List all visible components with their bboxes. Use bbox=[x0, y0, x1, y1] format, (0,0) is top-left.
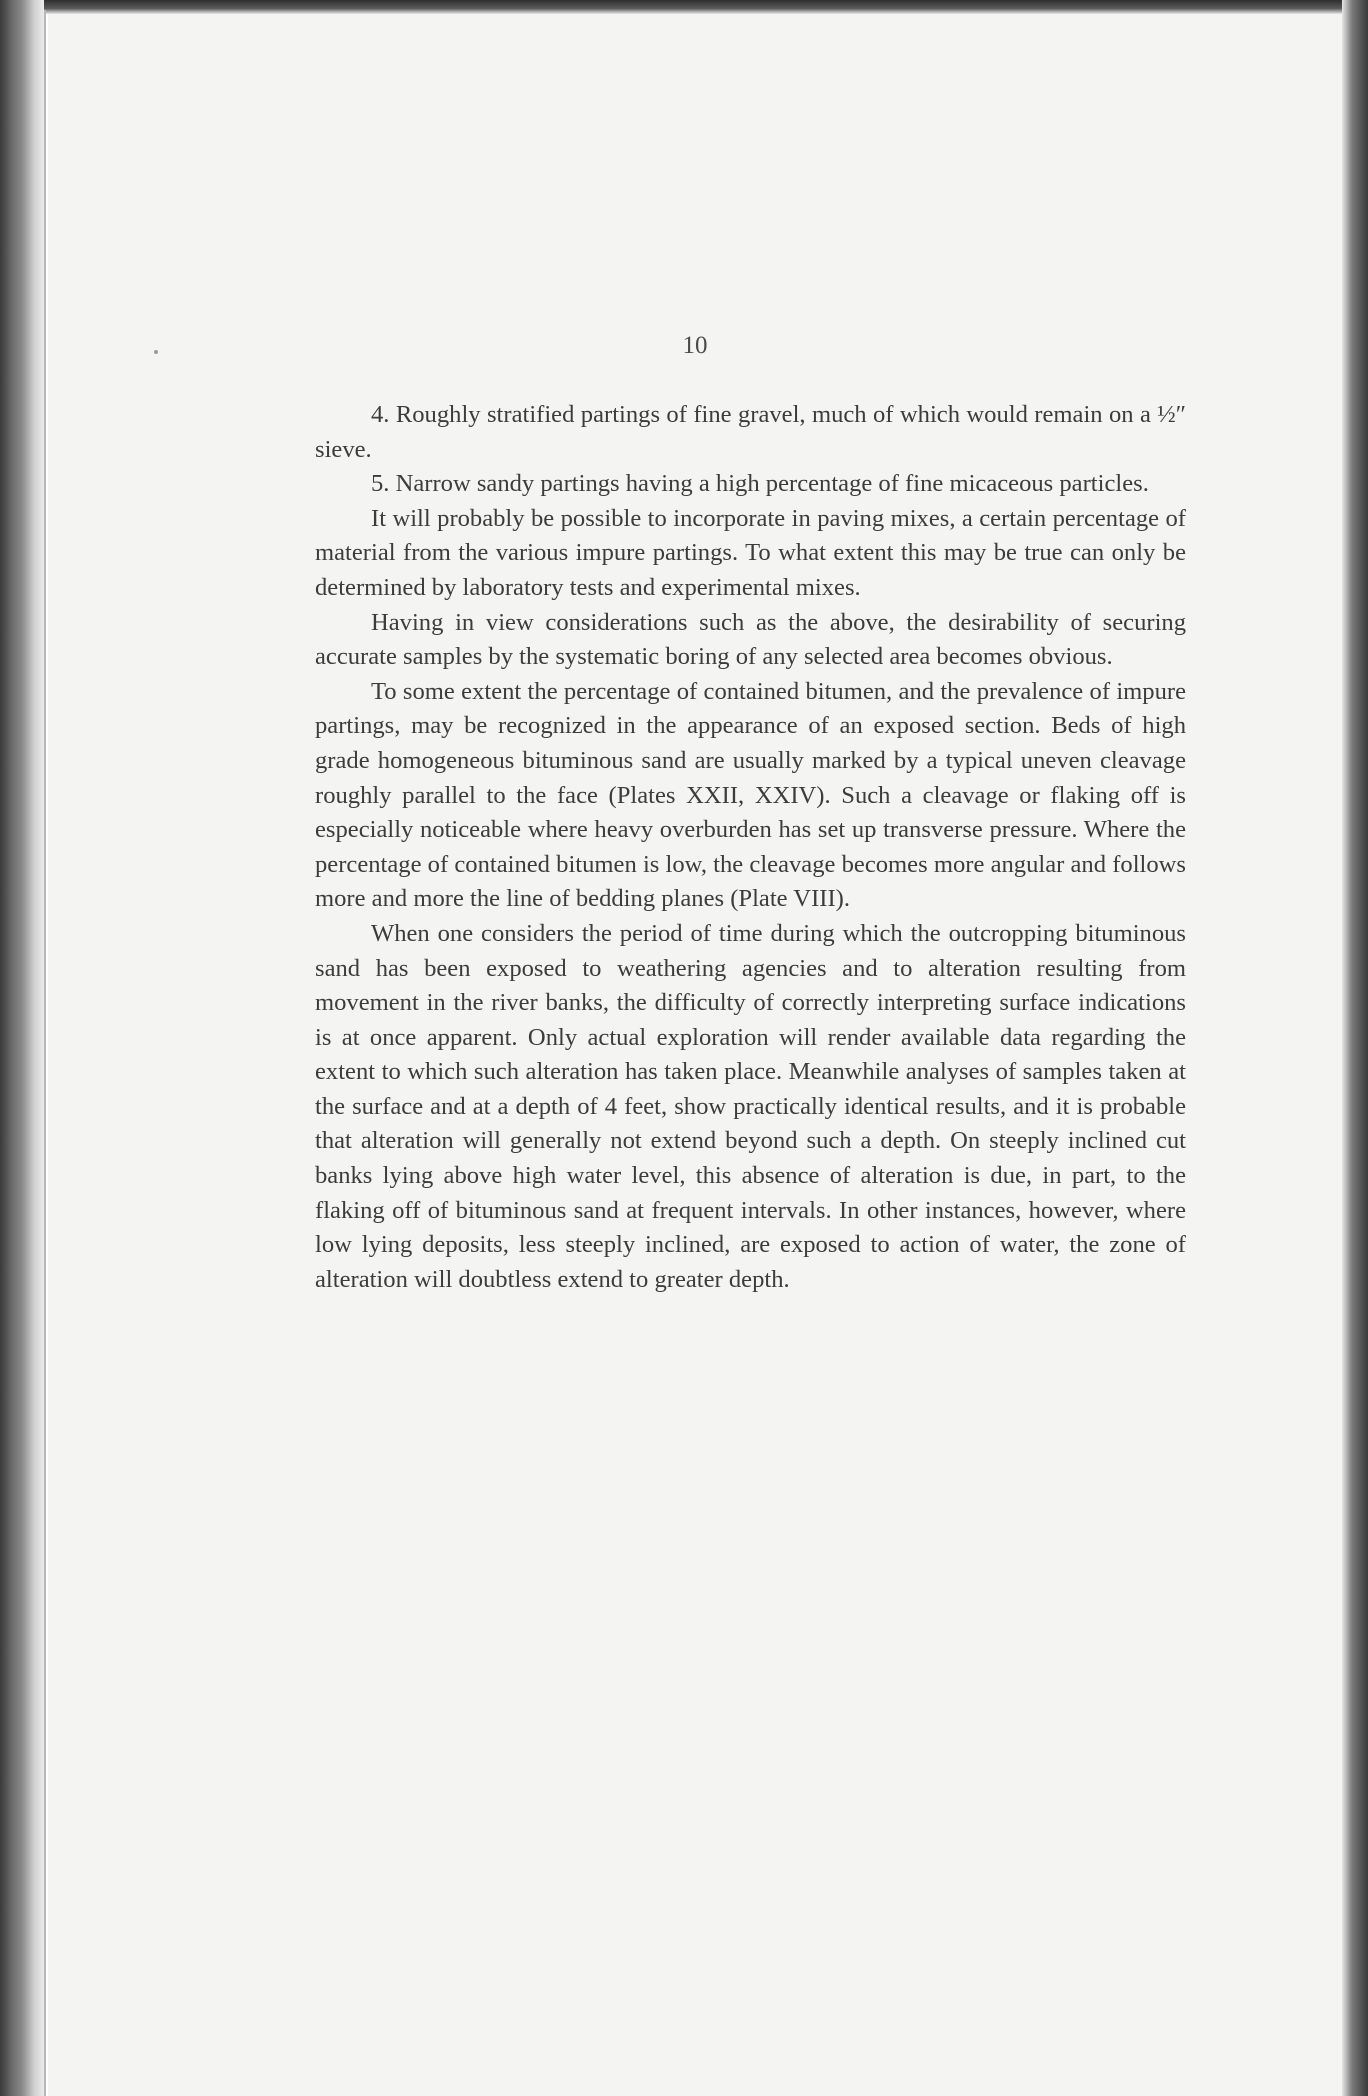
page-number: 10 bbox=[682, 332, 708, 359]
paragraph-paving-mixes: It will probably be possible to incorporate in paving mixes, a certain percentage of material from the various impure partings. To what extent this may be true can only be determined by laboratory tests and experimental mixes. bbox=[315, 504, 1186, 601]
scan-top-edge bbox=[0, 0, 1368, 14]
scan-right-edge bbox=[1342, 0, 1368, 2096]
paragraph-item-5: 5. Narrow sandy partings having a high percentage of fine micaceous particles. bbox=[371, 470, 1149, 498]
book-page bbox=[48, 14, 1342, 2096]
binding-gutter-line bbox=[44, 10, 46, 2096]
book-binding-edge bbox=[0, 0, 44, 2096]
paragraph-cleavage: To some extent the percentage of contained bitumen, and the prevalence of impure partings, may be recognized in the appearance of an exposed section. Beds of high grade homogeneous bituminous sand are usually marked by a typical uneven cleavage roughly parallel to the face (Plates XXII, XXIV). Such a cleavage or flaking off is especially noticeable where heavy overburden has set up transverse pressure. Where the percentage of contained bitumen is low, the cleavage becomes more angular and follows more and more the line of bedding planes (Plate VIII). bbox=[315, 677, 1186, 913]
paragraph-sampling: Having in view considerations such as the above, the desirability of securing accurate samples by the systematic boring of any selected area becomes obvious. bbox=[315, 608, 1186, 671]
body-text bbox=[315, 398, 1186, 1297]
paragraph-alteration: When one considers the period of time during which the outcropping bituminous sand has been exposed to weathering agencies and to alteration resulting from movement in the river banks, the difficulty of correctly interpreting surface indications is at once apparent. Only actual exploration will render available data regarding the extent to which such alteration has taken place. Meanwhile analyses of samples taken at the surface and at a depth of 4 feet, show practically identical results, and it is probable that alteration will generally not extend beyond such a depth. On steeply inclined cut banks lying above high water level, this absence of alteration is due, in part, to the flaking off of bituminous sand at frequent intervals. In other instances, however, where low lying deposits, less steeply inclined, are exposed to action of water, the zone of alteration will doubtless extend to greater depth. bbox=[315, 919, 1186, 1293]
paragraph-item-4: 4. Roughly stratified partings of fine gravel, much of which would remain on a ½″ sieve. bbox=[315, 401, 1186, 463]
